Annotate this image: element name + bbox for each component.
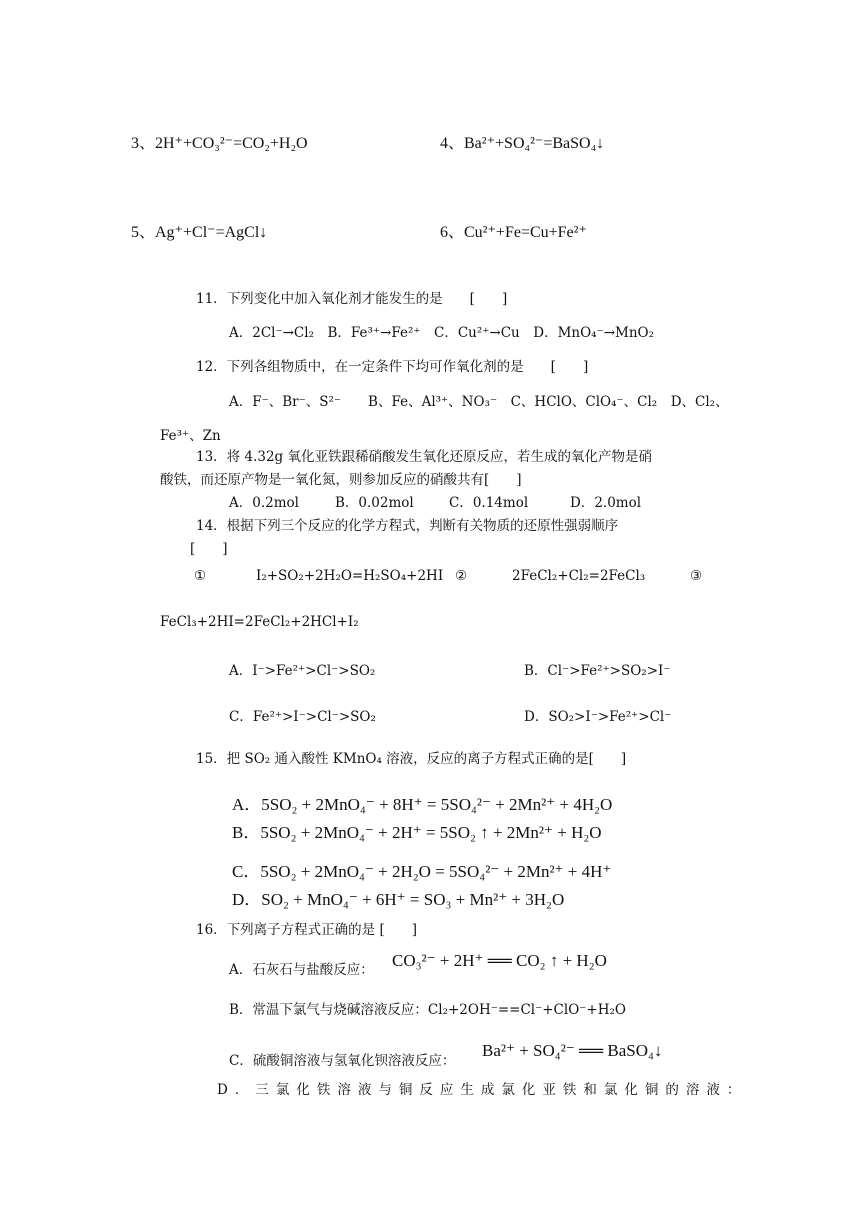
question-13-option-b: B．0.02mol [335, 495, 414, 511]
question-13-option-d: D．2.0mol [570, 495, 642, 511]
equation-3: 3、2H⁺+CO₃²⁻=CO₂+H₂O [131, 135, 308, 152]
reaction-3-marker: ③ [690, 568, 703, 584]
question-16-option-a-text: A．石灰石与盐酸反应： [229, 962, 374, 978]
question-14-option-a: A．I⁻>Fe²⁺>Cl⁻>SO₂ [229, 663, 376, 679]
question-13-option-a: A．0.2mol [229, 495, 299, 511]
question-13-stem-cont: 酸铁，而还原产物是一氧化氮，则参加反应的硝酸共有[ ] [160, 472, 522, 488]
question-14-option-b: B．Cl⁻>Fe²⁺>SO₂>I⁻ [524, 663, 671, 679]
question-16-option-c-equation: Ba²⁺ + SO₄²⁻ ══ BaSO₄↓ [482, 1041, 663, 1060]
question-16-option-b: B．常温下氯气与烧碱溶液反应：Cl₂+2OH⁻==Cl⁻+ClO⁻+H₂O [229, 1002, 626, 1018]
question-16-option-d: D．三氯化铁溶液与铜反应生成氯化亚铁和氯化铜的溶液： [217, 1082, 748, 1098]
question-12-stem: 12．下列各组物质中，在一定条件下均可作氧化剂的是 [ ] [196, 359, 589, 375]
equation-5: 5、Ag⁺+Cl⁻=AgCl↓ [131, 224, 268, 241]
question-11-stem: 11．下列变化中加入氧化剂才能发生的是 [ ] [196, 291, 508, 307]
reaction-2-marker: ② [455, 568, 468, 584]
question-15-option-b: B．5SO₂ + 2MnO₄⁻ + 2H⁺ = 5SO₂ ↑ + 2Mn²⁺ + H₂O [232, 823, 602, 842]
question-12-options-cont: Fe³⁺、Zn [160, 428, 221, 444]
question-12-options: A．F⁻、Br⁻、S²⁻ B、Fe、Al³⁺、NO₃⁻ C、HClO、ClO₄⁻、Cl₂ D、Cl₂、 [229, 394, 729, 410]
reaction-3: FeCl₃+2HI=2FeCl₂+2HCl+I₂ [160, 614, 359, 630]
equation-6: 6、Cu²⁺+Fe=Cu+Fe²⁺ [440, 224, 587, 241]
reaction-1: I₂+SO₂+2H₂O=H₂SO₄+2HI [256, 568, 444, 584]
question-14-stem-cont: [ ] [190, 541, 228, 557]
question-16-option-c-text: C．硫酸铜溶液与氢氧化钡溶液反应： [229, 1053, 456, 1069]
question-14-option-d: D．SO₂>I⁻>Fe²⁺>Cl⁻ [524, 709, 672, 725]
question-15-option-d: D．SO₂ + MnO₄⁻ + 6H⁺ = SO₃ + Mn²⁺ + 3H₂O [232, 890, 565, 909]
question-16-stem: 16．下列离子方程式正确的是 [ ] [196, 922, 418, 938]
question-13-option-c: C．0.14mol [449, 495, 529, 511]
question-13-stem: 13．将 4.32g 氧化亚铁跟稀硝酸发生氧化还原反应，若生成的氧化产物是硝 [196, 449, 652, 465]
question-15-option-c: C．5SO₂ + 2MnO₄⁻ + 2H₂O = 5SO₄²⁻ + 2Mn²⁺ + 4H⁺ [232, 862, 612, 881]
reaction-1-marker: ① [194, 568, 207, 584]
question-15-option-a: A．5SO₂ + 2MnO₄⁻ + 8H⁺ = 5SO₄²⁻ + 2Mn²⁺ + 4H₂O [232, 795, 613, 814]
question-14-option-c: C．Fe²⁺>I⁻>Cl⁻>SO₂ [229, 709, 376, 725]
question-14-stem: 14．根据下列三个反应的化学方程式，判断有关物质的还原性强弱顺序 [196, 518, 619, 534]
question-16-option-a-equation: CO₃²⁻ + 2H⁺ ══ CO₂ ↑ + H₂O [392, 951, 607, 970]
reaction-2: 2FeCl₂+Cl₂=2FeCl₃ [512, 568, 646, 584]
question-15-stem: 15．把 SO₂ 通入酸性 KMnO₄ 溶液，反应的离子方程式正确的是[ ] [196, 751, 627, 767]
equation-4: 4、Ba²⁺+SO₄²⁻=BaSO₄↓ [440, 135, 605, 152]
question-11-options: A．2Cl⁻→Cl₂ B．Fe³⁺→Fe²⁺ C．Cu²⁺→Cu D．MnO₄⁻→MnO₂ [229, 325, 655, 341]
